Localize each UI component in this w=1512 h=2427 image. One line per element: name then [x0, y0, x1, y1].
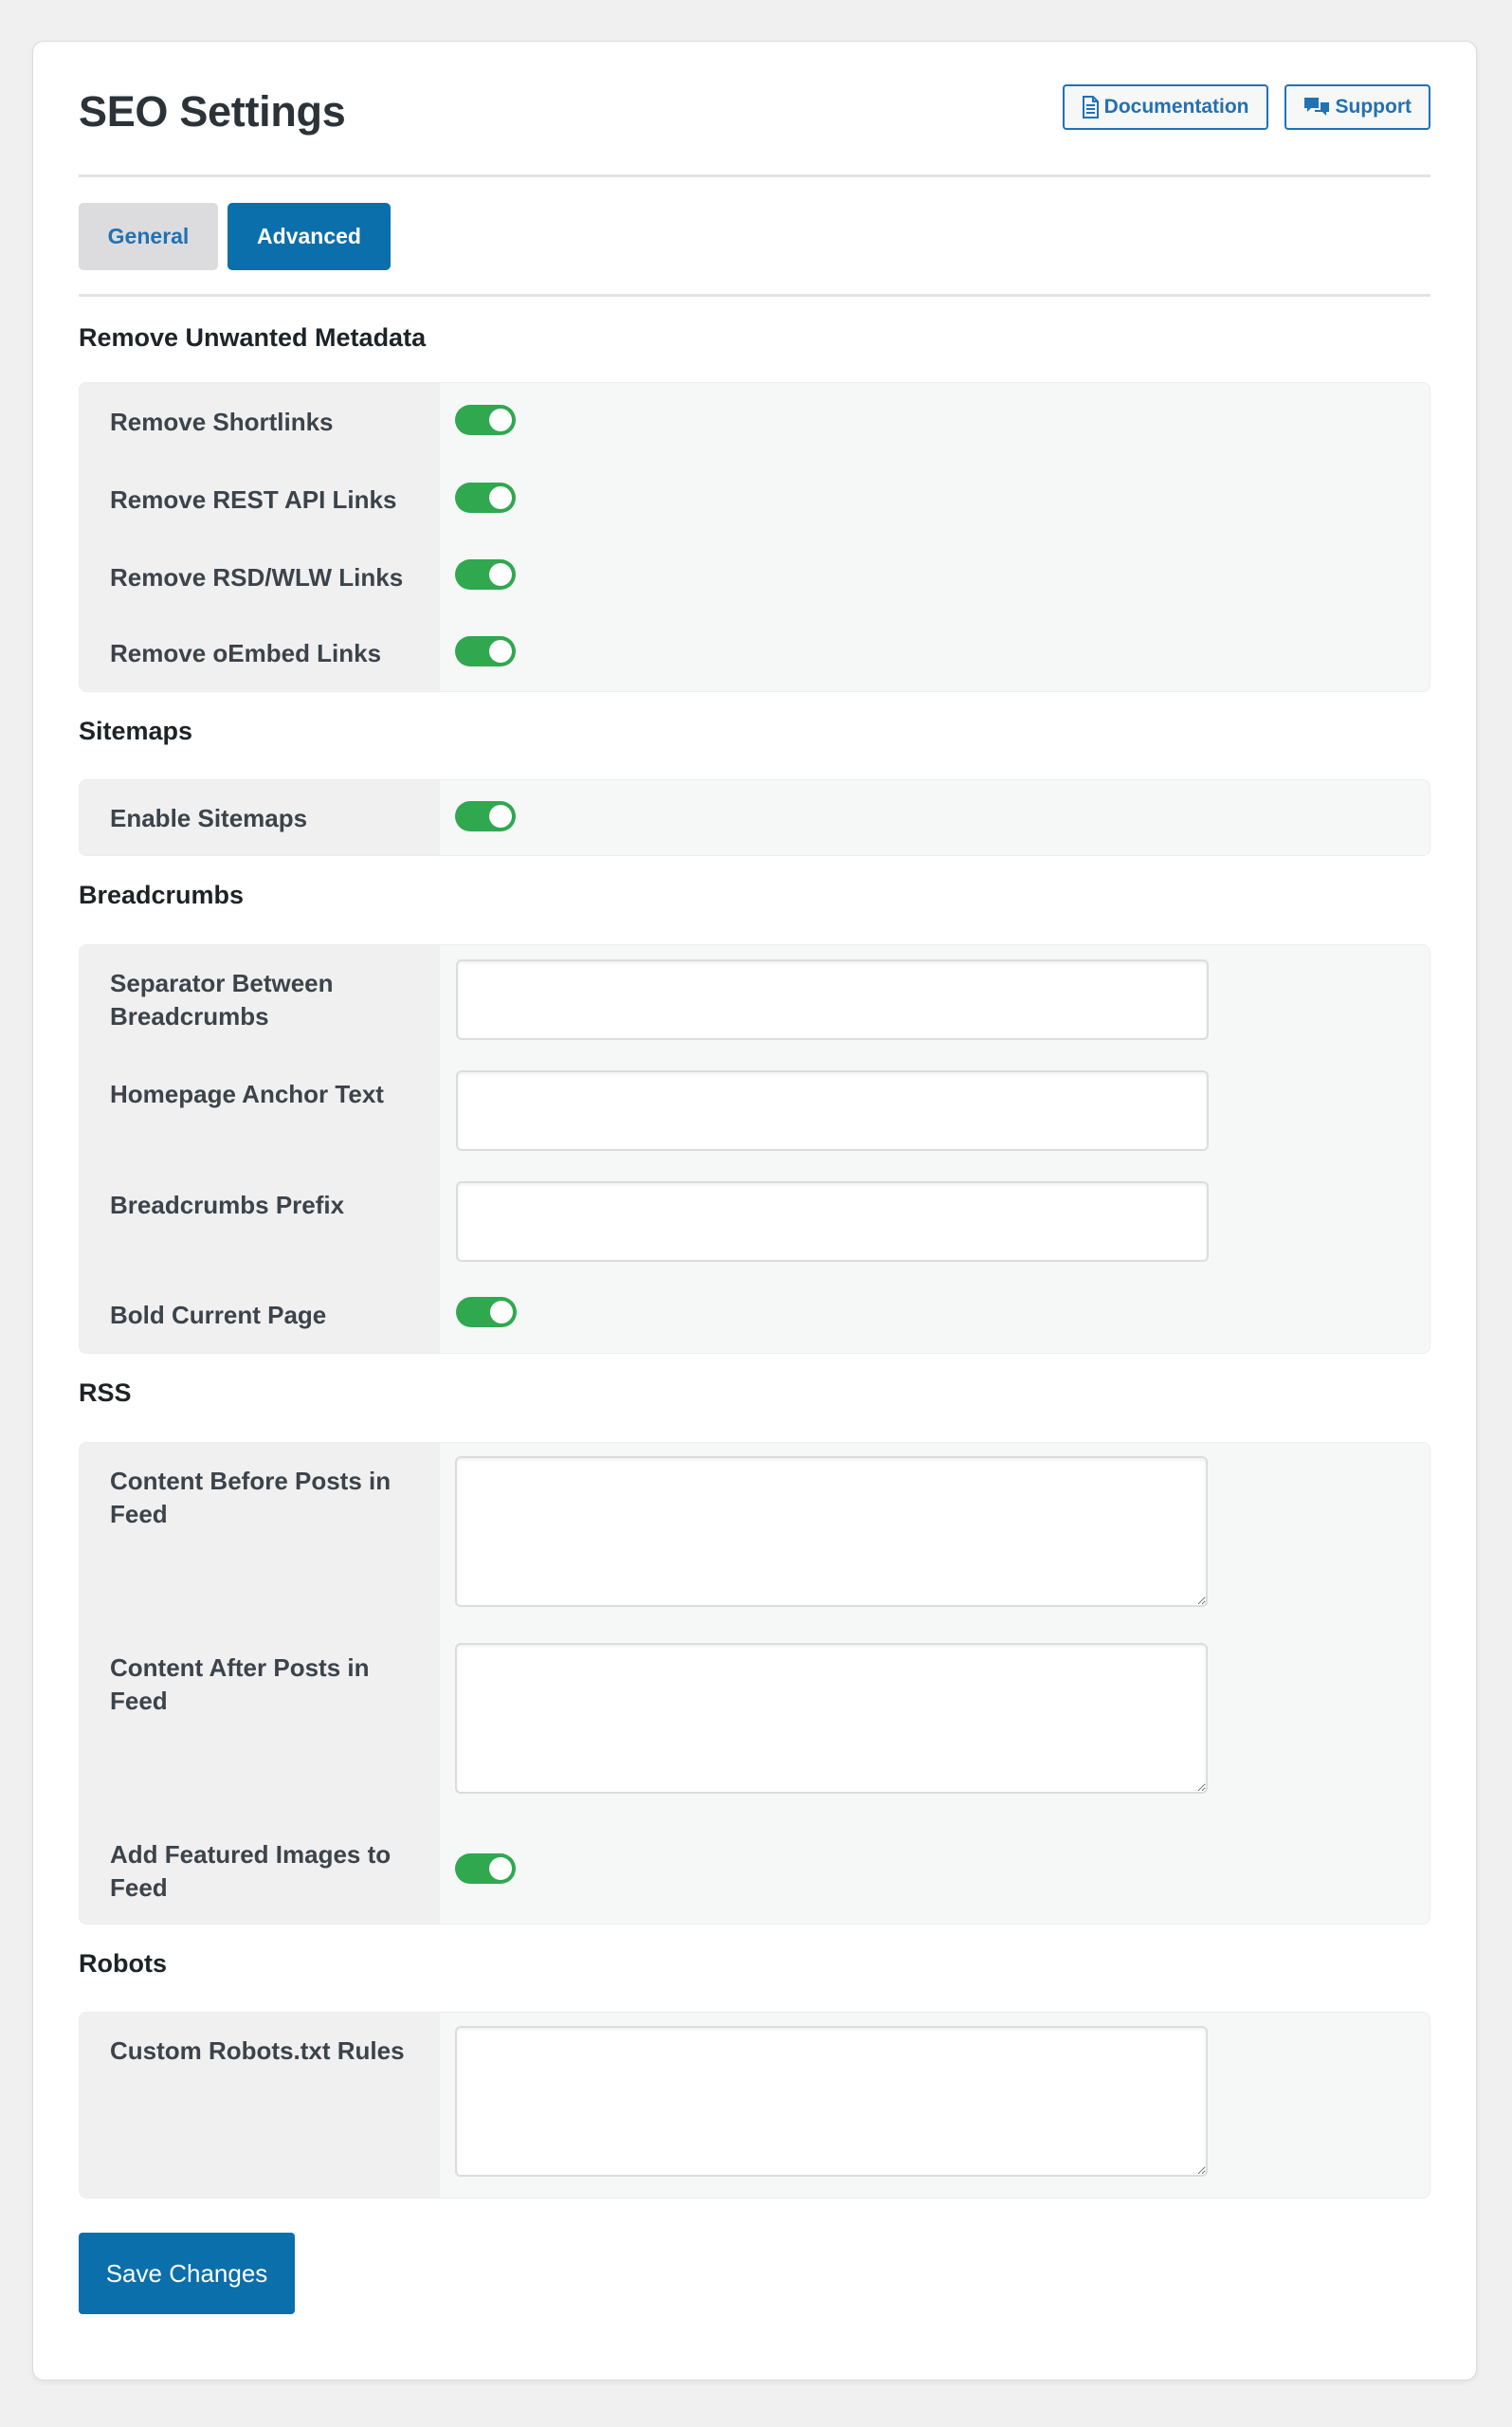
- before-textarea-cell: [455, 1443, 1430, 1630]
- separator-label: Separator Between Breadcrumbs: [110, 969, 334, 1031]
- remove-shortlinks-toggle[interactable]: [455, 405, 516, 435]
- remove-rest-api-label: Remove REST API Links: [110, 485, 397, 514]
- sitemaps-label-cell: [80, 780, 440, 856]
- header-links: [1063, 84, 1430, 130]
- before-label-cell: [80, 1443, 440, 1630]
- custom-robots-label: Custom Robots.txt Rules: [110, 2036, 405, 2065]
- page-header: [79, 42, 1430, 177]
- sitemaps-controls: [440, 780, 1430, 855]
- content-before-posts-label: Content Before Posts in Feed: [110, 1467, 392, 1528]
- support-button[interactable]: [1284, 84, 1430, 130]
- page-title: SEO Settings: [79, 87, 346, 136]
- featured-images-label: Add Featured Images to Feed: [110, 1840, 392, 1902]
- breadcrumbs-group: [79, 944, 1430, 1354]
- breadcrumbs-labels: [80, 945, 440, 1353]
- speech-bubbles-icon: [1303, 96, 1330, 119]
- homepage-anchor-label: Homepage Anchor Text: [110, 1080, 384, 1108]
- rsd-toggle-cell: [455, 539, 1430, 617]
- anchor-input-cell: [456, 1056, 1430, 1167]
- featured-toggle-cell: [455, 1816, 1430, 1925]
- robots-label-cell: [80, 2013, 440, 2199]
- rest-toggle-cell: [455, 462, 1430, 539]
- separator-label-cell: [80, 945, 440, 1056]
- bold-current-page-toggle[interactable]: [456, 1297, 517, 1327]
- documentation-button[interactable]: [1063, 84, 1268, 130]
- breadcrumbs-prefix-label: Breadcrumbs Prefix: [110, 1191, 345, 1219]
- rss-group: [79, 1442, 1430, 1925]
- remove-rest-api-toggle[interactable]: [455, 483, 516, 513]
- row-rsd-label-cell: [80, 539, 440, 617]
- remove-rsd-wlw-toggle[interactable]: [455, 559, 516, 590]
- save-changes-button[interactable]: Save Changes: [79, 2233, 295, 2314]
- document-icon: [1082, 96, 1099, 119]
- anchor-label-cell: [80, 1056, 440, 1167]
- remove-rsd-wlw-label: Remove RSD/WLW Links: [110, 563, 404, 592]
- bold-current-page-label: Bold Current Page: [110, 1301, 327, 1329]
- breadcrumbs-prefix-input[interactable]: [456, 1181, 1209, 1262]
- row-oembed-label-cell: [80, 617, 440, 692]
- section-title-sitemaps: Sitemaps: [79, 717, 193, 745]
- prefix-label-cell: [80, 1167, 440, 1279]
- breadcrumbs-controls: [440, 945, 1430, 1353]
- featured-images-toggle[interactable]: [455, 1853, 516, 1884]
- section-title-metadata: Remove Unwanted Metadata: [79, 323, 427, 352]
- metadata-controls: [440, 383, 1430, 691]
- content-after-posts-textarea[interactable]: [455, 1643, 1208, 1794]
- metadata-labels: [80, 383, 440, 691]
- featured-label-cell: [80, 1816, 440, 1925]
- robots-group: [79, 2012, 1430, 2199]
- enable-sitemaps-toggle[interactable]: [455, 801, 516, 831]
- row-rest-label-cell: [80, 462, 440, 539]
- robots-labels: [80, 2013, 440, 2198]
- section-title-robots: Robots: [79, 1949, 167, 1978]
- documentation-label: Documentation: [1103, 96, 1249, 118]
- custom-robots-textarea[interactable]: [455, 2026, 1208, 2177]
- remove-shortlinks-label: Remove Shortlinks: [110, 408, 334, 436]
- robots-controls: [440, 2013, 1430, 2198]
- row-shortlinks-label-cell: [80, 383, 440, 462]
- settings-card: [32, 41, 1477, 2381]
- separator-input-cell: [456, 945, 1430, 1056]
- rss-controls: [440, 1443, 1430, 1924]
- tab-bar: [79, 177, 1430, 297]
- section-title-breadcrumbs: Breadcrumbs: [79, 881, 245, 909]
- remove-oembed-toggle[interactable]: [455, 636, 516, 666]
- oembed-toggle-cell: [455, 617, 1430, 692]
- content-before-posts-textarea[interactable]: [455, 1456, 1208, 1607]
- enable-sitemaps-label: Enable Sitemaps: [110, 804, 308, 832]
- tab-general[interactable]: General: [79, 203, 218, 270]
- homepage-anchor-input[interactable]: [456, 1070, 1209, 1151]
- support-label: Support: [1335, 96, 1412, 118]
- sitemaps-group: [79, 779, 1430, 856]
- remove-oembed-label: Remove oEmbed Links: [110, 639, 382, 667]
- prefix-input-cell: [456, 1167, 1430, 1279]
- section-title-rss: RSS: [79, 1378, 132, 1407]
- rss-labels: [80, 1443, 440, 1924]
- separator-input[interactable]: [456, 959, 1209, 1040]
- sitemaps-labels: [80, 780, 440, 855]
- tab-advanced[interactable]: Advanced: [228, 203, 391, 270]
- after-textarea-cell: [455, 1630, 1430, 1816]
- after-label-cell: [80, 1630, 440, 1816]
- content-after-posts-label: Content After Posts in Feed: [110, 1653, 370, 1715]
- bold-toggle-cell: [456, 1279, 1430, 1354]
- shortlinks-toggle-cell: [455, 383, 1430, 462]
- metadata-group: [79, 382, 1430, 692]
- bold-label-cell: [80, 1279, 440, 1354]
